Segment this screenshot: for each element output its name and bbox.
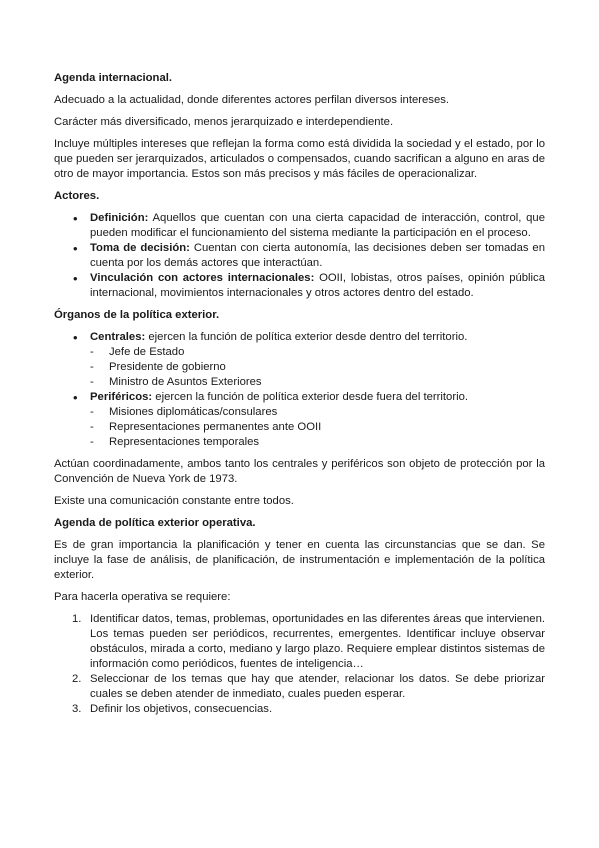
numbered-item	[54, 612, 545, 672]
sublist-item: - Representaciones temporales	[90, 435, 545, 450]
term: Centrales:	[90, 331, 146, 343]
list-item	[54, 211, 545, 241]
paragraph: Actúan coordinadamente, ambos tanto los centrales y periféricos son objeto de protección por la Convención de Nueva York de 1973.	[54, 458, 545, 485]
item-text: Seleccionar de los temas que hay que atender, relacionar los datos. Se debe priorizar cuales se deben atender de inmediato, cuales pueden esperar.	[90, 673, 545, 700]
paragraph: Incluye múltiples intereses que reflejan la forma como está dividida la sociedad y el estado, por lo que pueden ser jerarquizados, articulados o compensados, cuando sacrifican a alguno en aras de otro de mayor importancia. Estos son más precisos y más fáciles de operacionalizar.	[54, 138, 545, 180]
numbered-item	[54, 702, 545, 717]
definition: Aquellos que cuentan con una cierta capacidad de interacción, control, que pueden modificar el funcionamiento del sistema mediante la participación en el proceso.	[90, 212, 545, 239]
item-number: 2.	[72, 673, 82, 685]
heading-agenda-operativa: Agenda de política exterior operativa.	[54, 517, 256, 529]
numbered-item	[54, 672, 545, 702]
term: Toma de decisión:	[90, 242, 190, 254]
definition: ejercen la función de política exterior desde dentro del territorio.	[145, 331, 468, 343]
sublist-item: - Presidente de gobierno	[90, 360, 545, 375]
sublist-item: - Misiones diplomáticas/consulares	[90, 405, 545, 420]
definition: ejercen la función de política exterior desde fuera del territorio.	[152, 391, 469, 403]
heading-organos: Órganos de la política exterior.	[54, 309, 220, 321]
list-item	[54, 330, 545, 390]
document-body	[54, 71, 545, 717]
heading-agenda-internacional: Agenda internacional.	[54, 72, 173, 84]
sublist-item: - Representaciones permanentes ante OOII	[90, 420, 545, 435]
heading-actores: Actores.	[54, 190, 100, 202]
term: Vinculación con actores internacionales:	[90, 272, 315, 284]
paragraph: Carácter más diversificado, menos jerarquizado e interdependiente.	[54, 116, 394, 128]
term: Definición:	[90, 212, 149, 224]
item-text: Identificar datos, temas, problemas, oportunidades en las diferentes áreas que intervienen. Los temas pueden ser periódicos, recurrentes, emergentes. Identificar incluye observar obstáculos, mirada a corto, mediano y largo plazo. Requiere emplear distintos sistemas de información como periódicos, fuentes de inteligencia…	[90, 613, 545, 670]
sublist-item: - Jefe de Estado	[90, 345, 545, 360]
sublist-item: - Ministro de Asuntos Exteriores	[90, 375, 545, 390]
steps-list	[54, 612, 545, 717]
paragraph: Existe una comunicación constante entre todos.	[54, 495, 294, 507]
item-number: 1.	[72, 613, 82, 625]
term: Periféricos:	[90, 391, 153, 403]
paragraph: Adecuado a la actualidad, donde diferentes actores perfilan diversos intereses.	[54, 94, 450, 106]
paragraph: Para hacerla operativa se requiere:	[54, 591, 231, 603]
definition: OOII, lobistas, otros países, opinión pública internacional, movimientos internacionales y otros actores dentro del estado.	[90, 272, 545, 299]
item-text: Definir los objetivos, consecuencias.	[90, 703, 273, 715]
item-number: 3.	[72, 703, 82, 715]
actores-list	[54, 211, 545, 301]
list-item	[54, 241, 545, 271]
list-item	[54, 390, 545, 450]
sublist	[90, 345, 545, 390]
definition: Cuentan con cierta autonomía, las decisiones deben ser tomadas en cuenta por los demás actores que interactúan.	[90, 242, 545, 269]
sublist	[90, 405, 545, 450]
list-item	[54, 271, 545, 301]
organos-list	[54, 330, 545, 450]
paragraph: Es de gran importancia la planificación y tener en cuenta las circunstancias que se dan. Se incluye la fase de análisis, de planificación, de instrumentación e implementación de la política exterior.	[54, 539, 545, 581]
